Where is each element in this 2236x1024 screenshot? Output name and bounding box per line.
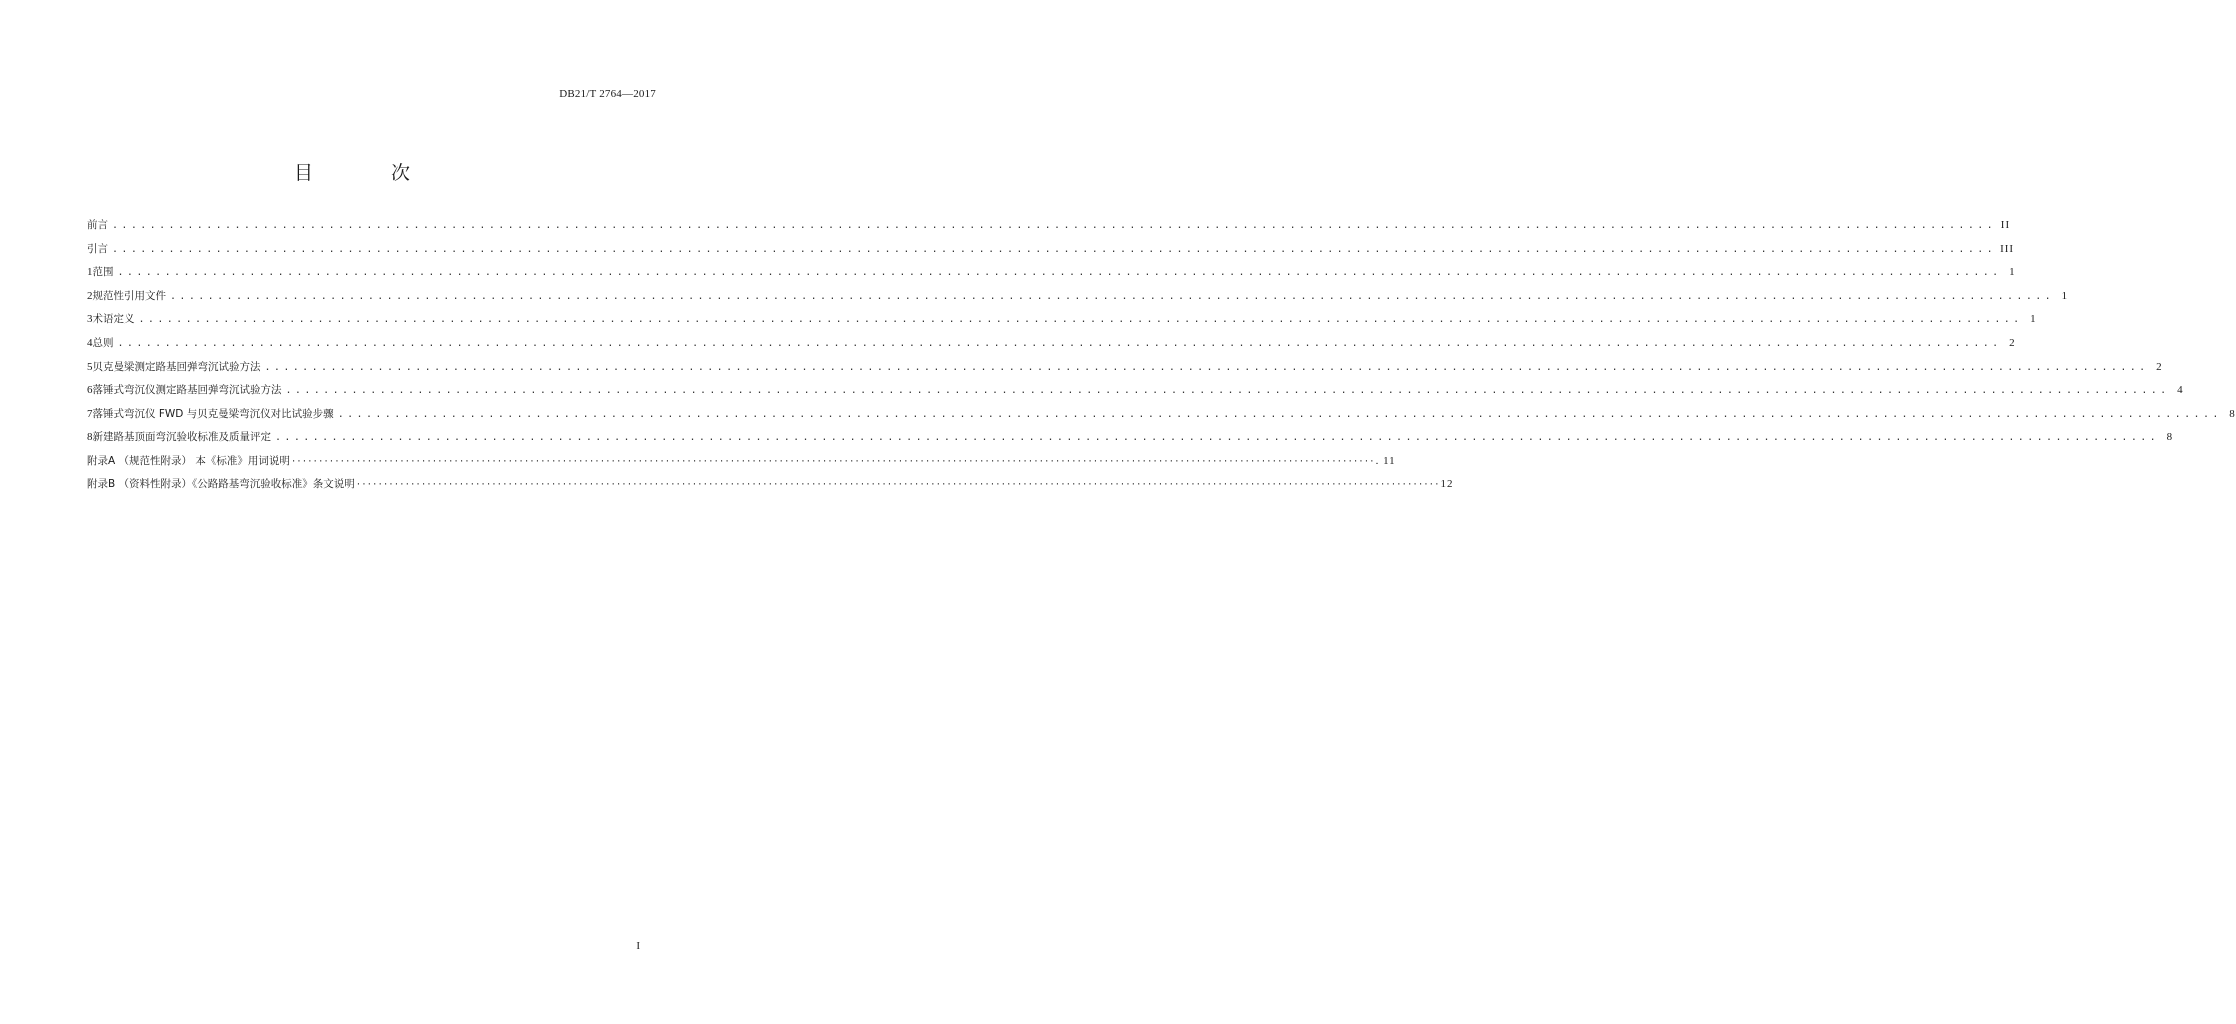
toc-entry-title: 贝克曼梁测定路基回弹弯沉试验方法 (92, 360, 261, 373)
toc-entry[interactable] (87, 241, 2015, 265)
toc-entry-page: 1 (2030, 313, 2037, 326)
toc-entry-title: 落锤式弯沉仪测定路基回弹弯沉试验方法 (92, 384, 282, 397)
toc-dot-leader: ........................................................................................................................................................................................................ (138, 314, 2023, 326)
toc-entry-page: 12 (1440, 477, 1454, 490)
toc-entry-page: II (2000, 219, 2011, 231)
toc-entry[interactable] (87, 264, 2016, 288)
toc-entry-title: 总则 (92, 336, 114, 349)
toc-entry-page: 1 (2009, 266, 2016, 279)
toc-entry-number: 6 (87, 384, 93, 397)
toc-entry-page: 8 (2229, 407, 2236, 420)
toc-entry-title: 新建路基顶面弯沉验收标准及质量评定 (92, 431, 271, 444)
table-of-contents (87, 217, 2236, 499)
toc-entry-number: 7 (87, 407, 93, 420)
toc-entry[interactable] (87, 359, 2163, 383)
toc-entry-page: III (2000, 242, 2015, 255)
toc-dot-leader: ........................................................................................................................................................................................................ (170, 290, 2055, 302)
toc-entry-title: 附录A （规范性附录） 本《标准》用词说明 (87, 454, 290, 467)
toc-entry-title: 范围 (92, 266, 114, 279)
toc-entry-page: 2 (2156, 360, 2163, 373)
toc-entry-number: 3 (87, 313, 93, 326)
toc-entry-number: 4 (87, 336, 93, 349)
toc-entry-number: 8 (87, 431, 93, 444)
toc-entry-title: 附录B （资料性附录）《公路路基弯沉验收标准》条文说明 (87, 477, 355, 490)
toc-entry-title: 规范性引用文件 (92, 289, 166, 302)
toc-dot-leader: ········································································································································································································ (355, 479, 1440, 490)
toc-entry[interactable] (87, 288, 2069, 312)
toc-dot-leader: ........................................................................................................................................................................................................ (117, 337, 2002, 349)
toc-dot-leader: ........................................................................................................................................................................................................ (337, 408, 2222, 420)
toc-entry-number: 1 (87, 266, 93, 279)
toc-entry-page: 1 (2061, 289, 2069, 302)
toc-entry[interactable] (87, 335, 2016, 359)
toc-entry[interactable] (87, 382, 2184, 406)
toc-entry[interactable] (87, 476, 1454, 499)
toc-dot-leader: ........................................................................................................................................................................................................ (112, 220, 1997, 231)
toc-entry[interactable] (87, 311, 2037, 335)
toc-entry-title: 引言 (87, 242, 108, 255)
toc-entry[interactable] (87, 217, 2011, 241)
toc-dot-leader: ........................................................................................................................................................................................................ (264, 361, 2149, 373)
toc-dot-leader: ········································································································································································································ (290, 456, 1375, 467)
toc-entry[interactable] (87, 453, 1396, 476)
toc-title: 目 次 (293, 162, 447, 184)
toc-entry-page: 2 (2009, 336, 2016, 349)
toc-entry-number: 5 (87, 360, 93, 373)
toc-entry-page: 8 (2166, 431, 2174, 444)
toc-entry-title: 术语定义 (92, 313, 135, 326)
page-number: I (636, 940, 640, 952)
toc-entry-title: 落锤式弯沉仪 FWD 与贝克曼梁弯沉仪对比试验步骤 (92, 407, 334, 420)
toc-entry[interactable] (87, 406, 2236, 430)
toc-dot-leader: ........................................................................................................................................................................................................ (112, 243, 1997, 255)
toc-entry[interactable] (87, 429, 2174, 453)
toc-dot-leader: ........................................................................................................................................................................................................ (117, 267, 2002, 279)
toc-entry-title: 前言 (87, 219, 108, 231)
toc-entry-number: 2 (87, 289, 93, 302)
toc-dot-leader: ........................................................................................................................................................................................................ (285, 385, 2170, 397)
toc-entry-page: . 11 (1375, 454, 1396, 467)
toc-entry-page: 4 (2177, 384, 2184, 397)
standard-code: DB21/T 2764—2017 (559, 88, 656, 100)
toc-dot-leader: ........................................................................................................................................................................................................ (275, 432, 2160, 444)
